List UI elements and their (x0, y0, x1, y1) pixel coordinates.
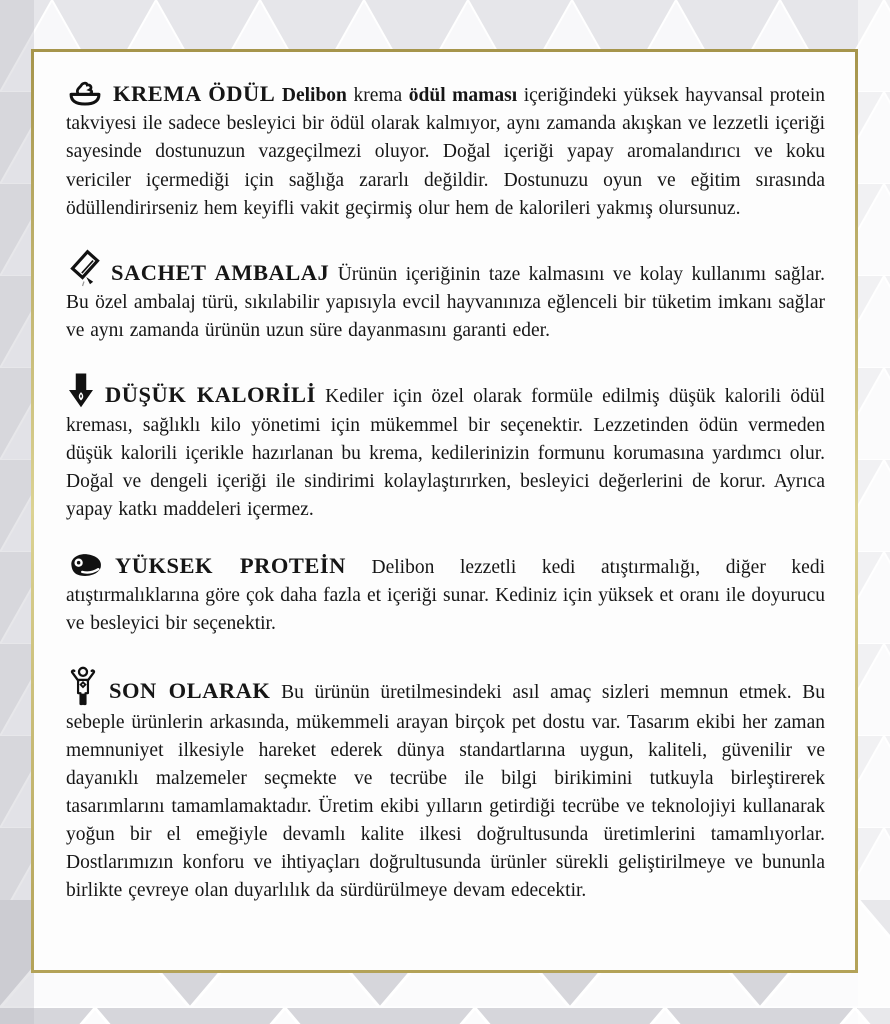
section-body: Kediler için özel olarak formüle edilmiş düşük kalorili ödül kreması, sağlıklı kilo yönetimi için mükemmel bir seçenektir. Lezzetinden ödün vermeden düşük kalorili içerikle hazırlanan bu krema, kedilerinizin formunu korumasına yardımcı olur. Doğal ve dengeli içeriği ile sindirimi kolaylaştırırken, besleyici değerlerini de korur. Ayrıca yapay katkı maddeleri içermez. (66, 386, 825, 520)
section-body: Delibon lezzetli kedi atıştırmalığı, diğer kedi atıştırmalıklarına göre çok daha fazla et içeriği sunar. Kediniz için yüksek et oranı ile doyurucu ve besleyici bir seçenektir. (66, 556, 825, 635)
section-body: içeriğindeki yüksek hayvansal protein takviyesi ile sadece besleyici bir ödül olarak kalmıyor, aynı zamanda akışkan ve lezzetli içeriği sayesinde dostunuzun vazgeçilmezi oluyor. Doğal içeriği yapay aromalandırıcı ve koku vericiler içermediği için sağlığa zararlı değildir. Dostunuzu oyun ve eğitim sırasında ödüllendirirseniz hem keyifli vakit geçirmiş olur hem de kalorileri yakmış olursunuz. (66, 85, 825, 219)
section-krema-odul (66, 76, 825, 223)
section-yuksek-protein (66, 550, 825, 639)
section-heading: SON OLARAK (109, 677, 271, 703)
section-body: Bu ürünün üretilmesindeki asıl amaç sizleri memnun etmek. Bu sebeple ürünlerin arkasında, mükemmeli arayan birçok pet dostu var. Tasarım ekibi her zaman memnuniyet ilkesiyle hareket ederek dünya standartlarına uygun, kaliteli, güvenilir ve dayanıklı malzemeler seçmekte ve tecrübe ile bilgi birikimini tutkuyla birleştirerek tasarımlarını tamamlamaktadır. Üretim ekibi yılların getirdiği tecrübe ve teknolojiyi kullanarak yoğun bir el emeğiyle devamlı kalite ilkesi doğrultusunda üretimlerini tamamlıyorlar. Dostlarımızın konforu ve ihtiyaçları doğrultusunda ürünler sürekli geliştirilmeye ve bununla birlikte çevreye olan duyarlılık da sürdürülmeye devam edecektir. (66, 681, 825, 901)
content-panel (31, 49, 858, 973)
section-sachet-ambalaj (66, 249, 825, 346)
section-dusuk-kalorili (66, 371, 825, 524)
calorie-down-arrow-icon (66, 371, 96, 409)
section-heading: KREMA ÖDÜL (113, 81, 276, 106)
section-son-olarak (66, 665, 825, 906)
brand-name: Delibon (275, 85, 347, 106)
happy-person-icon (66, 665, 100, 709)
product-term: ödül maması (408, 85, 518, 106)
meat-icon (66, 550, 106, 580)
section-text: krema (346, 85, 409, 106)
section-heading: SACHET AMBALAJ (111, 259, 330, 285)
sachet-icon (66, 249, 102, 287)
section-heading: DÜŞÜK KALORİLİ (105, 382, 316, 408)
section-heading: YÜKSEK PROTEİN (115, 552, 346, 578)
cream-bowl-icon (66, 76, 104, 108)
section-body: Ürünün içeriğinin taze kalmasını ve kolay kullanımı sağlar. Bu özel ambalaj türü, sıkılabilir yapısıyla evcil hayvanınıza eğlenceli bir tüketim imkanı sağlar ve aynı zamanda ürünün uzun süre dayanmasını garanti eder. (66, 263, 825, 342)
